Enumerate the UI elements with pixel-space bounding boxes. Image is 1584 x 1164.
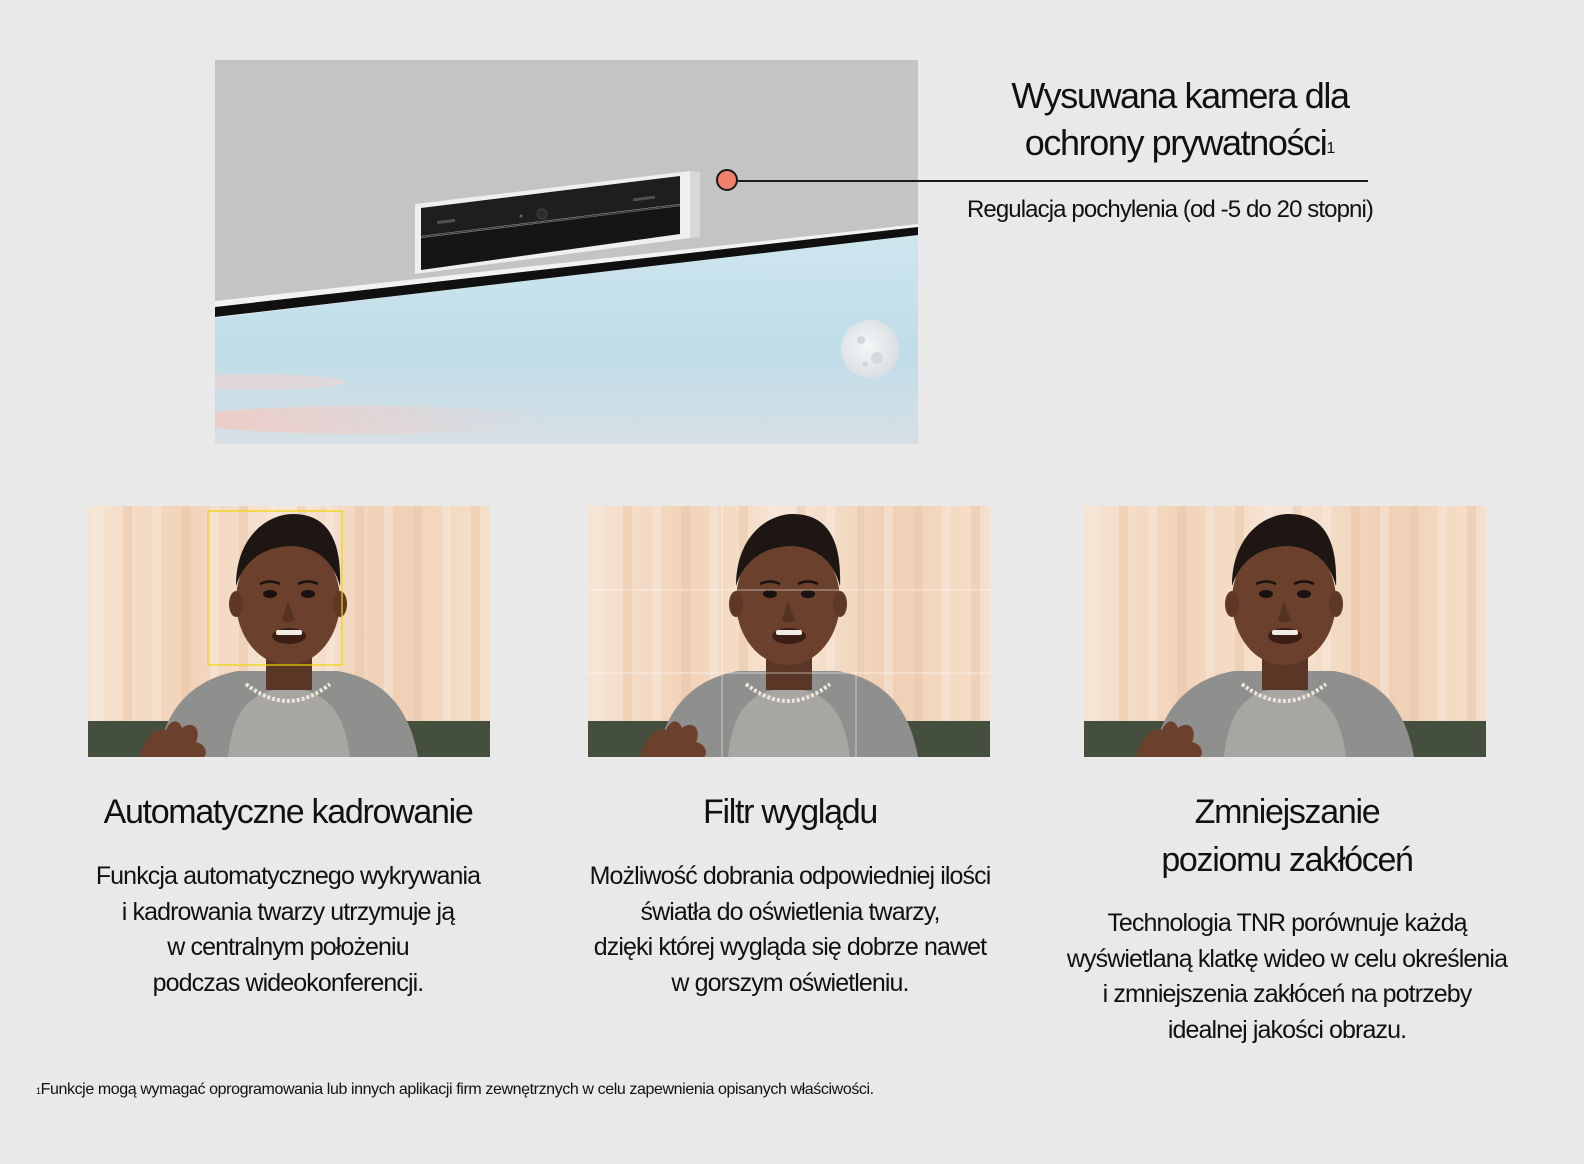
curtain-fold: [471, 506, 480, 757]
curtain-fold: [652, 506, 661, 757]
ear: [333, 591, 347, 617]
footnote: [36, 1079, 874, 1101]
eye: [301, 590, 315, 598]
footnote-mark: 1: [36, 1086, 41, 1096]
hero-title-line-1: Wysuwana kamera dla: [1011, 75, 1349, 116]
ear: [833, 591, 847, 617]
feature-desc-line: i kadrowania twarzy utrzymuje ją: [121, 897, 455, 926]
person-portrait-image: [88, 506, 490, 757]
feature-desc-line: w centralnym położeniu: [167, 933, 409, 961]
feature-photo-noise-reduction: [1084, 506, 1486, 757]
curtain-fold: [942, 506, 951, 757]
feature-desc-line: i zmniejszenia zakłóceń na potrzeby: [1102, 980, 1472, 1008]
feature-title-line: Automatyczne kadrowanie: [103, 793, 473, 831]
callout-marker-dot: [716, 169, 738, 191]
feature-photo-auto-framing: [88, 506, 490, 757]
feature-desc-line: dzięki której wygląda się dobrze nawet: [593, 933, 987, 961]
ear: [1329, 591, 1343, 617]
teeth: [276, 630, 302, 635]
ear: [229, 591, 243, 617]
curtain-fold: [442, 506, 451, 757]
curtain-fold: [1467, 506, 1476, 757]
feature-desc-line: światła do oświetlenia twarzy,: [640, 897, 940, 926]
feature-title-auto-framing: [30, 788, 546, 836]
curtain-fold: [623, 506, 632, 757]
person-portrait-image: [588, 506, 990, 757]
eye: [263, 590, 277, 598]
feature-desc-line: wyświetlaną klatkę wideo w celu określenia: [1066, 944, 1508, 973]
feature-desc-line: Funkcja automatycznego wykrywania: [95, 862, 481, 890]
hero-title: [960, 72, 1400, 166]
curtain-fold: [594, 506, 603, 757]
curtain-fold: [123, 506, 132, 757]
monitor-webcam-illustration: [215, 60, 918, 444]
feature-title-line: Filtr wyglądu: [703, 793, 877, 831]
curtain-fold: [1409, 506, 1418, 757]
hero-subtitle: Regulacja pochylenia (od -5 do 20 stopni): [966, 196, 1374, 223]
curtain-fold: [94, 506, 103, 757]
feature-desc-line: w gorszym oświetleniu.: [671, 968, 909, 997]
ear: [729, 591, 743, 617]
eye: [763, 590, 777, 598]
curtain-fold: [1438, 506, 1447, 757]
curtain-fold: [413, 506, 422, 757]
feature-desc-line: idealnej jakości obrazu.: [1167, 1015, 1407, 1044]
feature-photo-appearance-filter: [588, 506, 990, 757]
hero-footnote-mark: 1: [1326, 140, 1336, 157]
eye: [801, 590, 815, 598]
feature-desc-appearance-filter: [532, 859, 1048, 1001]
feature-title-line: poziomu zakłóceń: [1161, 841, 1413, 879]
curtain-fold: [913, 506, 922, 757]
feature-desc-auto-framing: [30, 859, 546, 1001]
curtain-fold: [1090, 506, 1099, 757]
feature-title-noise-reduction: [1022, 788, 1552, 884]
curtain-fold: [152, 506, 161, 757]
feature-desc-line: Technologia TNR porównuje każdą: [1107, 909, 1467, 937]
eye: [1259, 590, 1273, 598]
footnote-text: Funkcje mogą wymagać oprogramowania lub innych aplikacji firm zewnętrznych w celu zapewnienia opisanych właściwości.: [40, 1081, 874, 1098]
teeth: [1272, 630, 1298, 635]
feature-title-line: Zmniejszanie: [1194, 793, 1380, 831]
ear: [1225, 591, 1239, 617]
feature-title-appearance-filter: [532, 788, 1048, 836]
feature-desc-line: Możliwość dobrania odpowiedniej ilości: [589, 862, 991, 890]
callout-leader-line: [738, 180, 1368, 182]
feature-desc-noise-reduction: [1022, 906, 1552, 1048]
hero-title-line-2-text: ochrony prywatności: [1024, 122, 1327, 163]
person-portrait-image: [1084, 506, 1486, 757]
hero-title-line-2: [960, 119, 1400, 166]
webcam-hero-image: [215, 60, 918, 444]
curtain-fold: [971, 506, 980, 757]
curtain-fold: [1148, 506, 1157, 757]
curtain-fold: [1119, 506, 1128, 757]
teeth: [776, 630, 802, 635]
feature-desc-line: podczas wideokonferencji.: [152, 968, 424, 997]
eye: [1297, 590, 1311, 598]
